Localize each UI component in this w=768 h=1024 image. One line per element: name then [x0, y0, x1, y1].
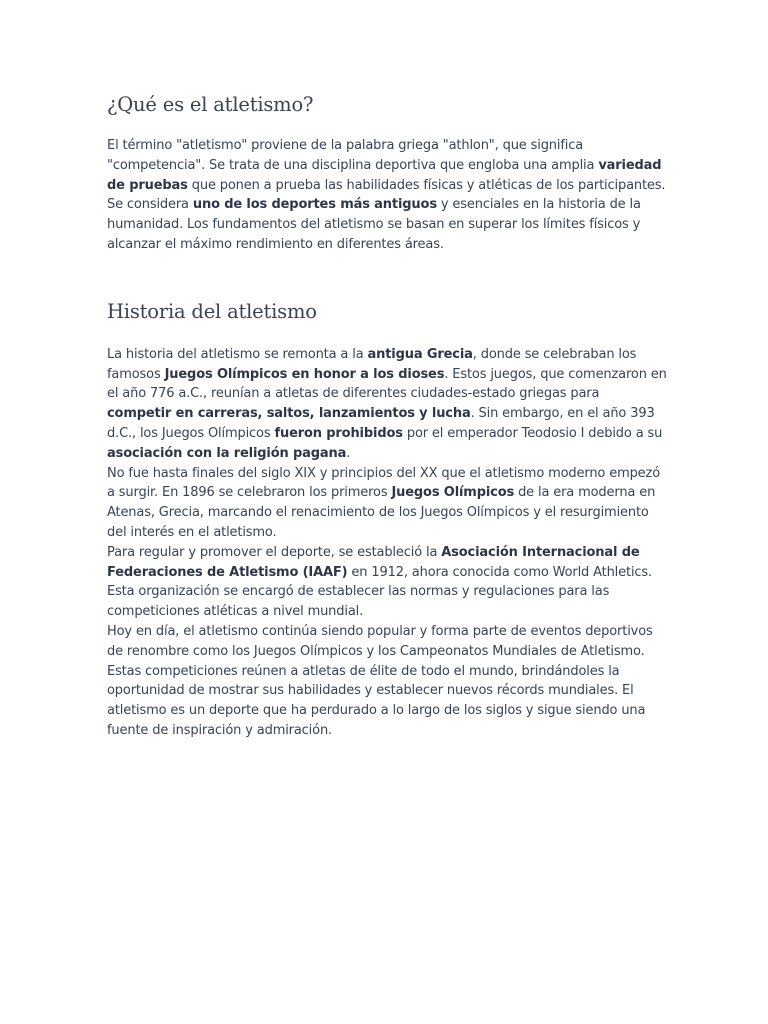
text-run: de la era moderna en Atenas, Grecia, marcando el renacimiento de los Juegos Olímpicos y el resurgimiento del interés en el atletismo.: [107, 485, 656, 540]
text-run: La historia del atletismo se remonta a la: [107, 346, 368, 362]
bold-phrase: antigua Grecia: [367, 346, 473, 362]
text-run: . Estos juegos, que comenzaron en el año 776 a.C., reunían a atletas de diferentes ciudades-estado griegas para: [107, 366, 667, 402]
bold-phrase: fueron prohibidos: [274, 425, 403, 441]
text-run: . Sin embargo, en el año 393 d.C., los Juegos Olímpicos: [107, 406, 655, 441]
historia-paragraph-1: [107, 345, 667, 464]
text-run: .: [346, 445, 351, 461]
bold-phrase: uno de los deportes más antiguos: [192, 197, 437, 213]
section-title-historia: Historia del atletismo: [107, 299, 317, 323]
bold-phrase: Asociación Internacional de Federaciones de Atletismo (IAAF): [107, 544, 640, 580]
bold-phrase: Juegos Olímpicos en honor a los dioses: [164, 366, 445, 382]
text-run: Hoy en día, el atletismo continúa siendo popular y forma parte de eventos deportivos de renombre como los Juegos Olímpicos y los Campeonatos Mundiales de Atletismo. Estas competiciones reúnen a atletas de élite de todo el mundo, brindándoles la oportunidad de mostrar sus habilidades y establecer nuevos récords mundiales. El atletismo es un deporte que ha perdurado a lo largo de los siglos y sigue siendo una fuente de inspiración y admiración.: [107, 623, 653, 738]
text-run: por el emperador Teodosio I debido a su: [402, 425, 663, 441]
section-title-que-es: ¿Qué es el atletismo?: [107, 93, 314, 116]
section-paragraph-que-es: [107, 136, 667, 255]
bold-phrase: variedad de pruebas: [107, 157, 662, 193]
document-content: [107, 92, 667, 741]
text-run: No fue hasta finales del siglo XIX y principios del XX que el atletismo moderno empezó a surgir. En 1896 se celebraron los primeros: [107, 465, 661, 501]
text-run: , donde se celebraban los famosos: [107, 346, 637, 382]
text-run: El término "atletismo" proviene de la palabra griega "athlon", que significa "competencia". Se trata de una disciplina deportiva que engloba una amplia: [107, 138, 599, 173]
text-run: que ponen a prueba las habilidades físicas y atléticas de los participantes. Se considera: [107, 177, 666, 213]
historia-paragraph-2: [107, 464, 667, 543]
text-run: y esenciales en la historia de la humanidad. Los fundamentos del atletismo se basan en superar los límites físicos y alcanzar el máximo rendimiento en diferentes áreas.: [107, 197, 641, 252]
bold-phrase: asociación con la religión pagana: [107, 445, 347, 461]
historia-paragraph-3: [107, 543, 667, 622]
bold-phrase: Juegos Olímpicos: [391, 485, 515, 501]
bold-phrase: competir en carreras, saltos, lanzamientos y lucha: [107, 406, 471, 422]
historia-paragraph-4: [107, 622, 667, 741]
text-run: en 1912, ahora conocida como World Athletics. Esta organización se encargó de establecer las normas y regulaciones para las competiciones atléticas a nivel mundial.: [107, 564, 653, 620]
text-run: Para regular y promover el deporte, se estableció la: [107, 544, 442, 560]
